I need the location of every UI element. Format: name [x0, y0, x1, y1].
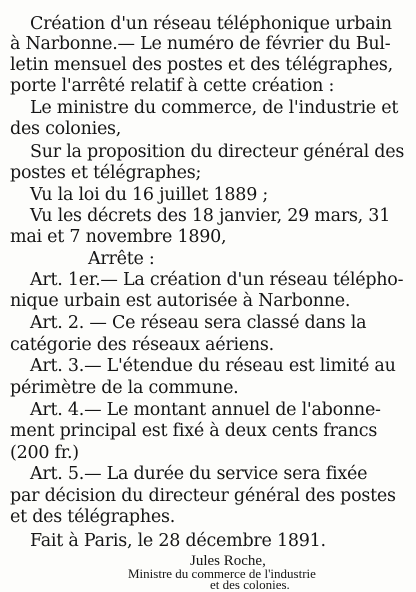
text-line: Sur la proposition du directeur général des: [30, 142, 405, 162]
text-line: périmètre de la commune.: [10, 378, 239, 398]
text-line: à Narbonne.— Le numéro de février du Bul-: [10, 34, 391, 54]
article-2-line: Art. 2. — Ce réseau sera classé dans la: [30, 313, 367, 333]
article-5-line: Art. 5.— La durée du service sera fixée: [30, 464, 368, 484]
text-line: (200 fr.): [10, 443, 79, 463]
text-line: mai et 7 novembre 1890,: [10, 227, 227, 247]
text-line: Le ministre du commerce, de l'industrie et: [30, 98, 399, 118]
signature-title-cont: et des colonies.: [210, 577, 290, 592]
article-1-line: Art. 1er.— La création d'un réseau télépho-: [30, 270, 404, 290]
text-line: letin mensuel des postes et des télégraphes,: [10, 55, 393, 75]
text-line: Vu la loi du 16 juillet 1889 ;: [30, 185, 269, 205]
text-line: Vu les décrets des 18 janvier, 29 mars, 31: [30, 206, 391, 226]
text-line: catégorie des réseaux aériens.: [10, 335, 274, 355]
article-title-line: Création d'un réseau téléphonique urbain: [30, 14, 392, 34]
text-line: postes et télégraphes;: [10, 163, 202, 183]
text-line: et des télégraphes.: [10, 507, 176, 527]
article-3-line: Art. 3.— L'étendue du réseau est limité au: [30, 356, 396, 376]
text-line: porte l'arrêté relatif à cette création :: [10, 76, 335, 96]
date-line: Fait à Paris, le 28 décembre 1891.: [30, 531, 326, 551]
text-line: nique urbain est autorisée à Narbonne.: [10, 291, 351, 311]
text-line: par décision du directeur général des postes: [10, 486, 396, 506]
signature-title: Ministre du commerce de l'industrie: [128, 566, 316, 581]
arrete-heading: Arrête :: [88, 249, 155, 269]
signature-name: Jules Roche,: [190, 553, 266, 569]
text-line: ment principal est fixé à deux cents francs: [10, 421, 378, 441]
article-4-line: Art. 4.— Le montant annuel de l'abonne-: [30, 400, 381, 420]
text-line: des colonies,: [10, 119, 122, 139]
